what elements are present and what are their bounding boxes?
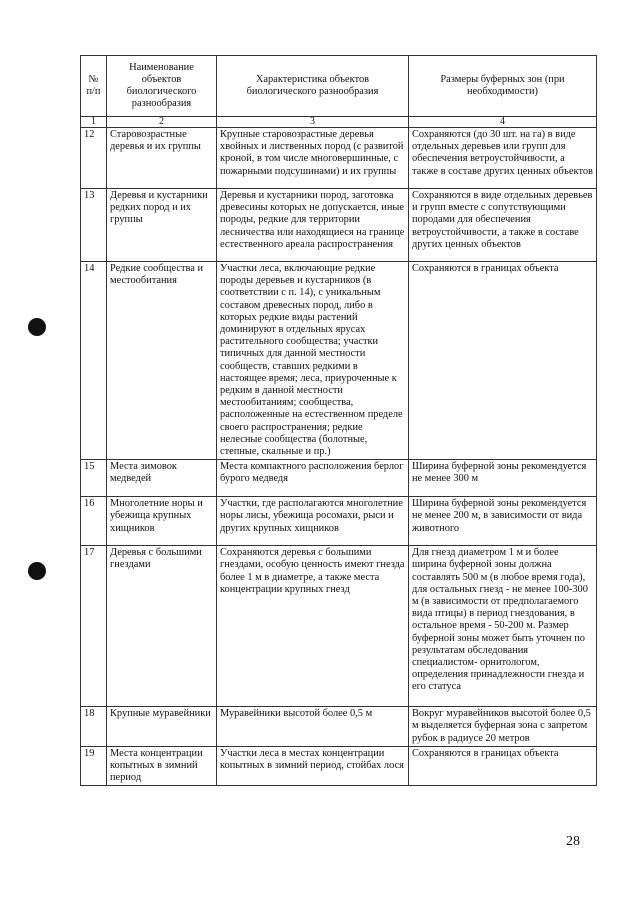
- table-header-row: [81, 56, 597, 117]
- header-buffer-size: Размеры буферных зон (при необходимости): [409, 56, 597, 117]
- header-object-name: Наименование объектов биологического разнообразия: [107, 56, 217, 117]
- row-number: 12: [81, 128, 107, 189]
- table-row: [81, 546, 597, 707]
- row-number: 14: [81, 262, 107, 460]
- row-number: 15: [81, 460, 107, 497]
- buffer-zone-size: Ширина буферной зоны рекомендуется не менее 200 м, в зависимости от вида животного: [409, 497, 597, 546]
- object-characteristic: Места компактного расположения берлог бурого медведя: [217, 460, 409, 497]
- object-name: Многолетние норы и убежища крупных хищников: [107, 497, 217, 546]
- table-row: [81, 128, 597, 189]
- row-number: 13: [81, 189, 107, 262]
- object-name: Деревья и кустарники редких пород и их группы: [107, 189, 217, 262]
- object-characteristic: Участки, где располагаются многолетние норы лисы, убежища росомахи, рыси и других крупных хищников: [217, 497, 409, 546]
- object-name: Места зимовок медведей: [107, 460, 217, 497]
- table-row: [81, 262, 597, 460]
- object-name: Деревья с большими гнездами: [107, 546, 217, 707]
- buffer-zone-size: Сохраняются в границах объекта: [409, 746, 597, 786]
- table-row: [81, 707, 597, 747]
- table-row: [81, 460, 597, 497]
- object-name: Старовозрастные деревья и их группы: [107, 128, 217, 189]
- page-number: 28: [566, 834, 580, 849]
- object-name: Редкие сообщества и местообитания: [107, 262, 217, 460]
- object-characteristic: Участки леса, включающие редкие породы деревьев и кустарников (в соответствии с п. 14), с уникальным составом древесных пород, либо в которых редкие виды растений доминируют в отдельных ярусах растительного сообщества; участки типичных для данной местности сообществ, ставших редкими в настоящее время; леса, приуроченные к редким в данной местности местообитаниям; сообщества, расположенные на естественном пределе своего распространения; редкие нелесные сообщества (болотные, степные, скальные и пр.): [217, 262, 409, 460]
- row-number: 16: [81, 497, 107, 546]
- buffer-zone-size: Ширина буферной зоны рекомендуется не менее 300 м: [409, 460, 597, 497]
- table-row: [81, 746, 597, 786]
- column-number: 4: [409, 117, 597, 128]
- column-number-row: [81, 117, 597, 128]
- table-row: [81, 497, 597, 546]
- buffer-zone-size: Сохраняются в виде отдельных деревьев и групп вместе с сопутствующими породами для обеспечения ветроустойчивости, а также в составе других ценных объектов: [409, 189, 597, 262]
- header-characteristic: Характеристика объектов биологического разнообразия: [217, 56, 409, 117]
- object-characteristic: Деревья и кустарники пород, заготовка древесины которых не допускается, иные породы, редкие для территории лесничества или находящиеся на границе естественного ареала распространения: [217, 189, 409, 262]
- table-row: [81, 189, 597, 262]
- object-name: Крупные муравейники: [107, 707, 217, 747]
- buffer-zone-size: Сохраняются в границах объекта: [409, 262, 597, 460]
- column-number: 3: [217, 117, 409, 128]
- object-characteristic: Муравейники высотой более 0,5 м: [217, 707, 409, 747]
- buffer-zone-size: Вокруг муравейников высотой более 0,5 м выделяется буферная зона с запретом рубок в радиусе 20 метров: [409, 707, 597, 747]
- row-number: 17: [81, 546, 107, 707]
- biodiversity-objects-table: [80, 55, 597, 786]
- object-characteristic: Участки леса в местах концентрации копытных в зимний период, стойбах лося: [217, 746, 409, 786]
- object-name: Места концентрации копытных в зимний период: [107, 746, 217, 786]
- row-number: 19: [81, 746, 107, 786]
- object-characteristic: Сохраняются деревья с большими гнездами, особую ценность имеют гнезда более 1 м в диаметре, а также места концентрации крупных гнезд: [217, 546, 409, 707]
- column-number: 2: [107, 117, 217, 128]
- buffer-zone-size: Сохраняются (до 30 шт. на га) в виде отдельных деревьев или групп для обеспечения ветроустойчивости, а также в составе других ценных объектов: [409, 128, 597, 189]
- binder-hole-bottom: [28, 562, 46, 580]
- object-characteristic: Крупные старовозрастные деревья хвойных и лиственных пород (с развитой кроной, в том числе многовершинные, с пожарными подсушинами) и их группы: [217, 128, 409, 189]
- binder-hole-top: [28, 318, 46, 336]
- row-number: 18: [81, 707, 107, 747]
- column-number: 1: [81, 117, 107, 128]
- header-number: № п/п: [81, 56, 107, 117]
- buffer-zone-size: Для гнезд диаметром 1 м и более ширина буферной зоны должна составлять 500 м (в любое время года), для остальных гнезд - не менее 100-300 м (в зависимости от предполагаемого вида птицы) в период гнездования, в остальное время - 50-200 м. Размер буферной зоны может быть уточнен по результатам обследования специалистом- орнитологом, определения принадлежности гнезда и его статуса: [409, 546, 597, 707]
